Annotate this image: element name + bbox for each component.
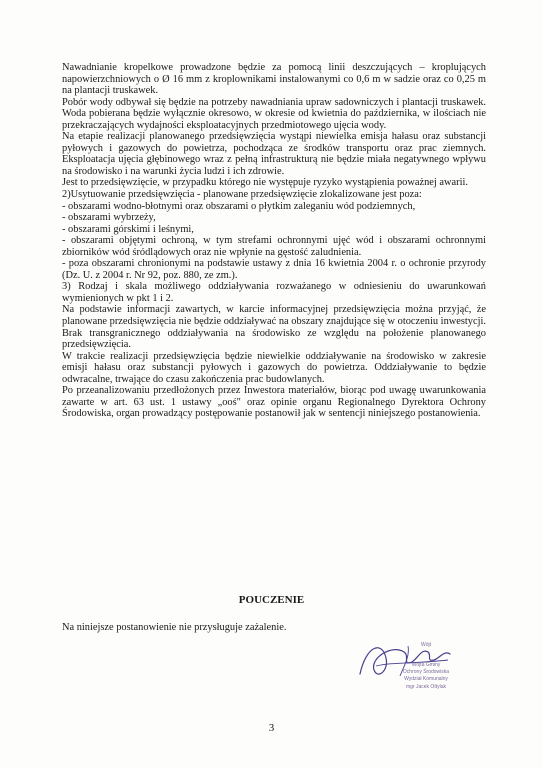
paragraph-construction-impact: W trakcie realizacji przedsięwzięcia będzie niewielkie oddziaływanie na środowisko w zakresie emisji hałasu oraz substancji pyłowych i gazowych do powietrza. Oddziaływanie to będzie odwracalne, trwające do czasu zakończenia prac budowlanych. <box>62 350 486 385</box>
paragraph-impact-scale: 3) Rodzaj i skala możliwego oddziaływania rozważanego w odniesieniu do uwarunkowań wymienionych w pkt 1 i 2. <box>62 281 486 304</box>
list-item-wetlands: - obszarami wodno-błotnymi oraz obszarami o płytkim zaleganiu wód podziemnych, <box>62 200 416 212</box>
list-item-nature-protection: - poza obszarami chronionymi na podstawie ustawy z dnia 16 kwietnia 2004 r. o ochronie przyrody (Dz. U. z 2004 r. Nr 92, poz. 880, ze zm.). <box>62 258 486 281</box>
paragraph-emissions: Na etapie realizacji planowanego przedsięwzięcia wystąpi niewielka emisja hałasu oraz substancji pyłowych i gazowych do powietrza, pochodząca ze środków transportu oraz prac ziemnych. Eksploatacja ujęcia głębinowego wraz z pełną infrastrukturą nie będzie miała negatywnego wpływu na środowisko i na warunki życia ludzi i ich zdrowie. <box>62 131 486 177</box>
stamp-line: Wójta Gminy <box>411 662 441 668</box>
page-number: 3 <box>268 722 275 734</box>
list-item-protected-areas: - obszarami objętymi ochroną, w tym strefami ochronnymi ujęć wód i obszarami ochronnymi zbiorników wód śródlądowych oraz nie wpłynie na gęstość zaludnienia. <box>62 235 486 258</box>
list-item-mountains: - obszarami górskimi i leśnymi, <box>62 223 194 235</box>
section-heading: POUCZENIE <box>238 594 305 606</box>
stamp-line: mgr Jacek Ottylak <box>405 684 446 690</box>
paragraph-accident-risk: Jest to przedsięwzięcie, w przypadku którego nie występuje ryzyko wystąpienia poważnej awarii. <box>62 177 468 189</box>
paragraph-information-card: Na podstawie informacji zawartych, w karcie informacyjnej przedsięwzięcia można przyjąć, że planowane przedsięwzięcia nie będzie oddziaływać na obszary znajdujące się w otoczeniu inwestycji. Brak transgranicznego oddziaływania na środowisko ze względu na położenie planowanego przedsięwzięcia. <box>62 304 486 351</box>
list-item-coast: - obszarami wybrzeży, <box>62 212 156 224</box>
document-body <box>62 62 486 420</box>
stamp-line: Wydział Komunalny <box>404 676 448 682</box>
appeal-instruction: Na niniejsze postanowienie nie przysługuje zażalenie. <box>62 622 287 633</box>
paragraph-conclusion: Po przeanalizowaniu przedłożonych przez Inwestora materiałów, biorąc pod uwagę uwarunkowania zawarte w art. 63 ust. 1 ustawy „ooś" oraz opinie organu Regionalnego Dyrektora Ochrony Środowiska, organ prowadzący postępowanie postanowił jak w sentencji niniejszego postanowienia. <box>62 385 486 420</box>
paragraph-location: 2)Usytuowanie przedsięwzięcia - planowane przedsięwzięcie zlokalizowane jest poza: <box>62 189 422 201</box>
official-stamp <box>352 636 492 698</box>
stamp-line: Wójt <box>421 642 431 648</box>
paragraph-water-intake: Pobór wody odbywał się będzie na potrzeby nawadniania upraw sadowniczych i plantacji truskawek. Woda pobierana będzie wyłącznie okresowo, w okresie od kwietnia do października, w ilościach nie przekraczających wydajności eksploatacyjnych przedmiotowego ujęcia wody. <box>62 96 486 131</box>
paragraph-irrigation: Nawadnianie kropelkowe prowadzone będzie za pomocą linii deszczujących – kroplujących napowierzchniowych o Ø 16 mm z kroplownikami instalowanymi co 0,6 m w sadzie oraz co 0,25 m na plantacji truskawek. <box>62 62 486 97</box>
stamp-line: Ochrony Środowiska <box>402 669 450 675</box>
